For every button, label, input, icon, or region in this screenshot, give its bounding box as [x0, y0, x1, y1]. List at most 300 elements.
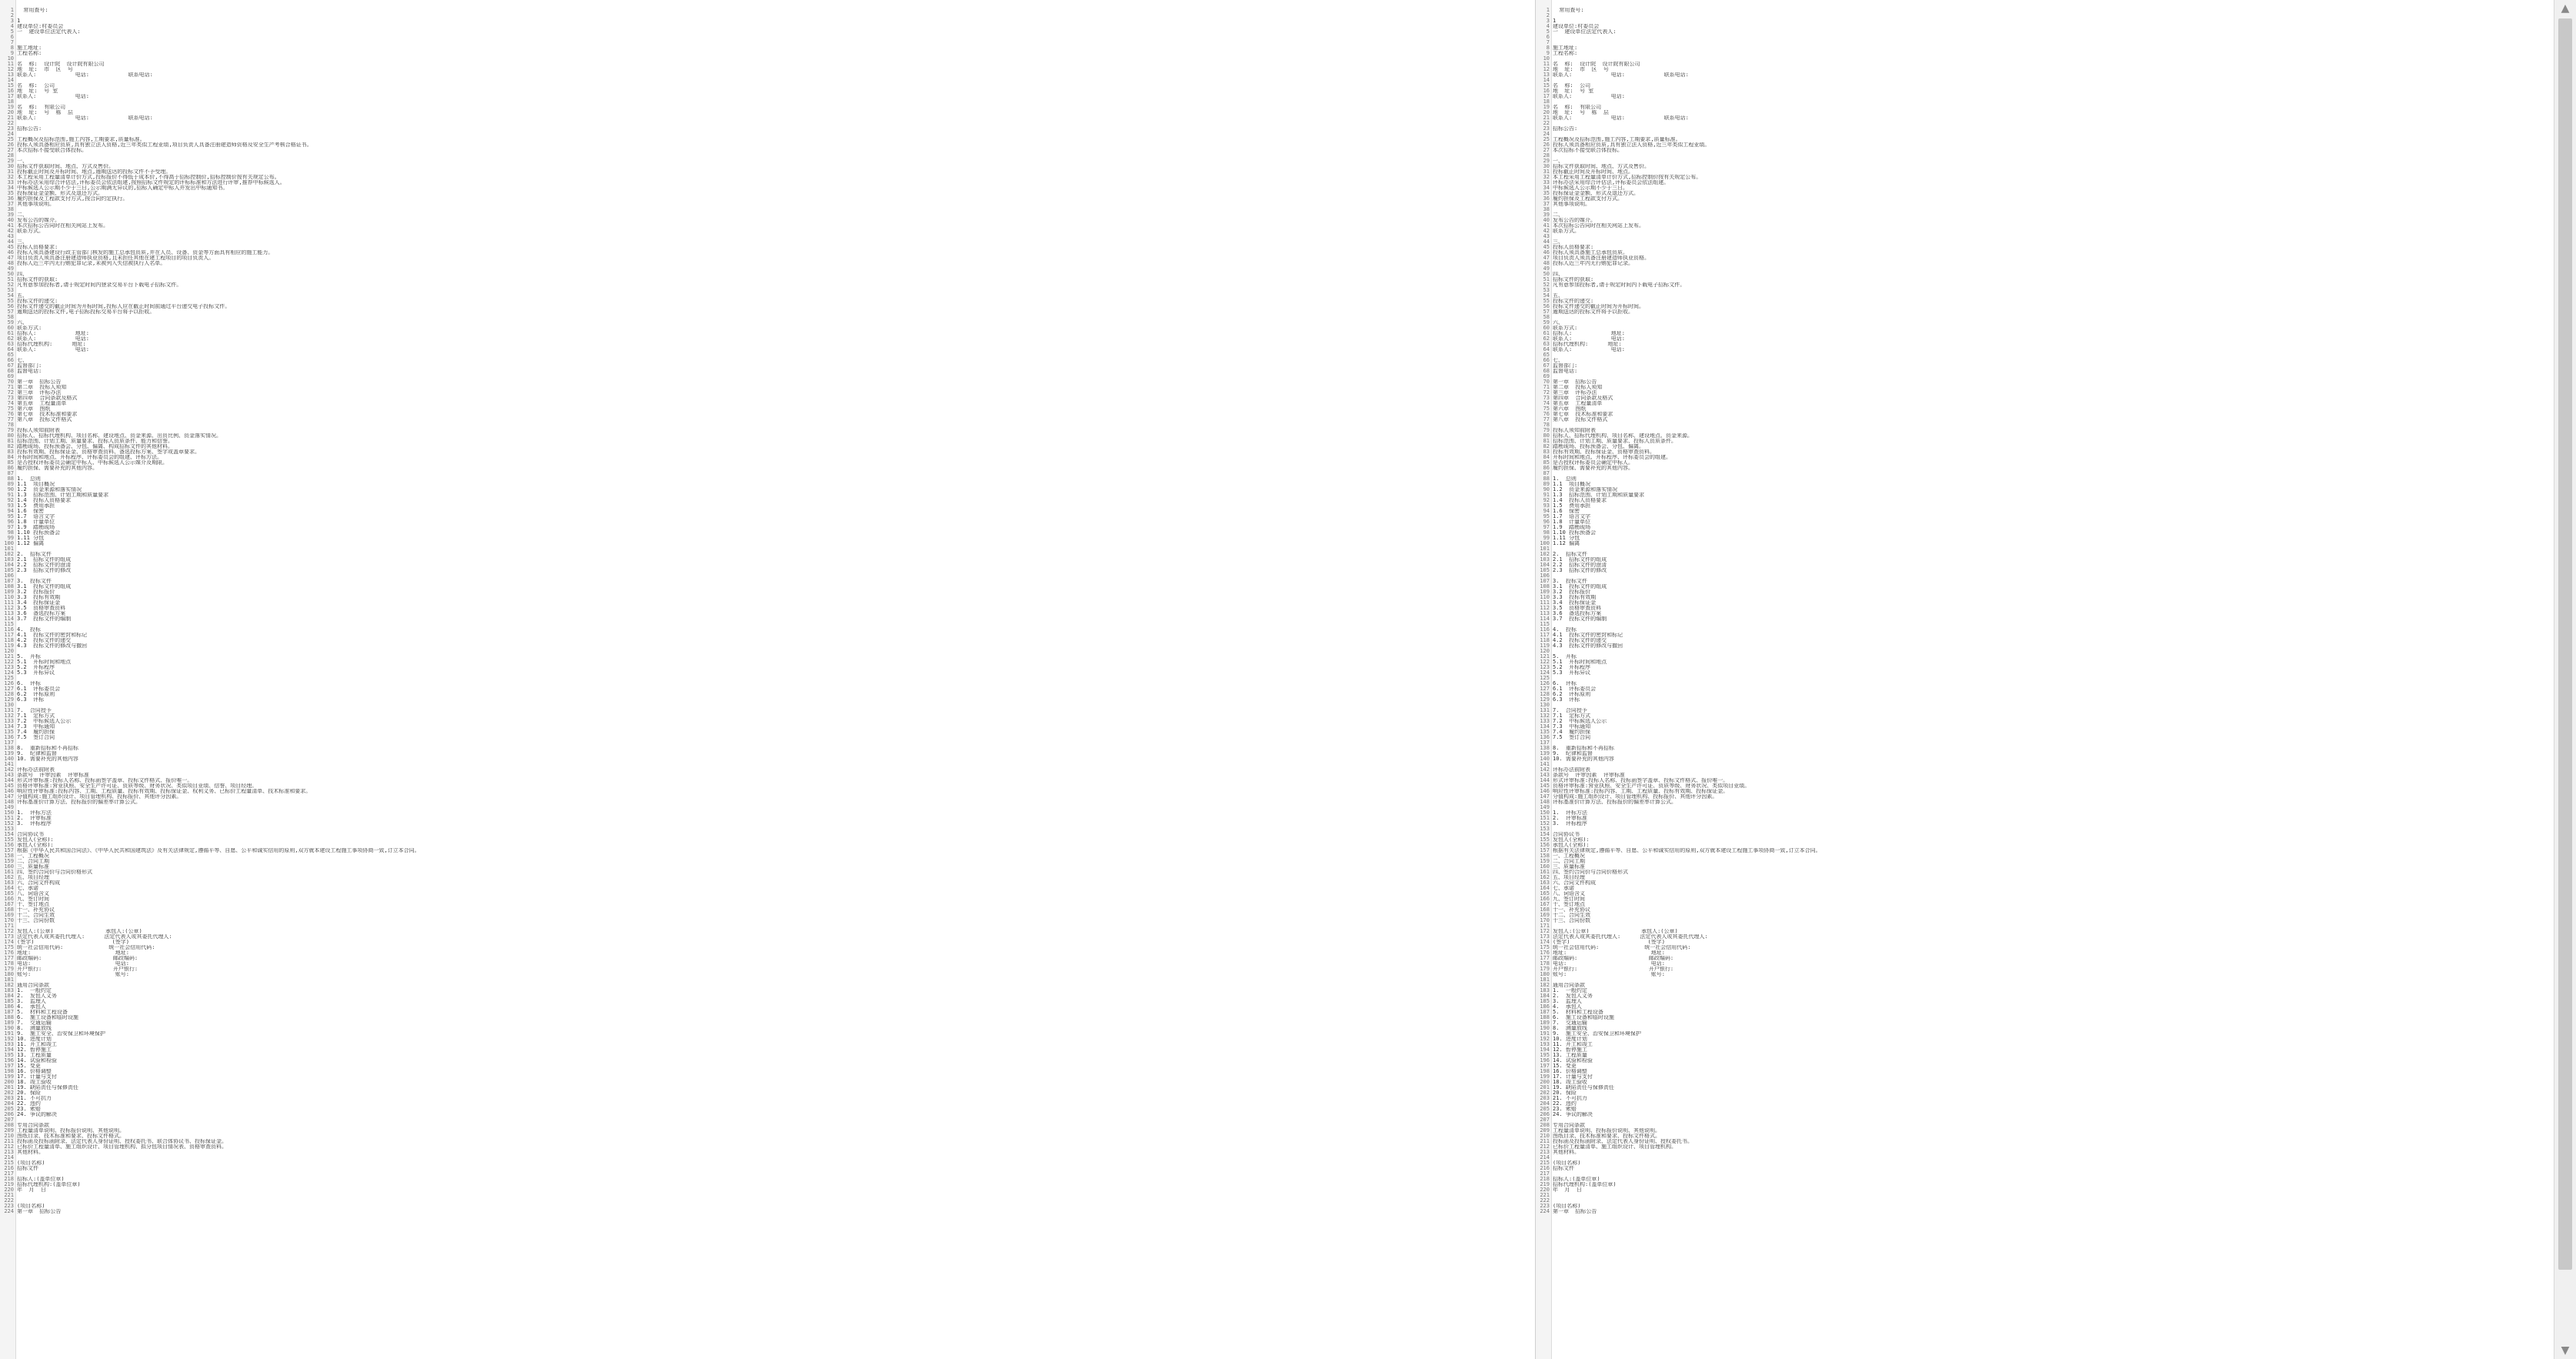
text-line[interactable] [0, 880, 1535, 886]
text-line[interactable] [0, 816, 1535, 821]
text-line[interactable] [1536, 1074, 2555, 1080]
text-line[interactable] [1536, 967, 2555, 972]
text-line[interactable] [1536, 1047, 2555, 1053]
text-line[interactable] [1536, 460, 2555, 466]
text-line[interactable] [1536, 272, 2555, 277]
text-line[interactable] [1536, 40, 2555, 45]
text-line[interactable] [0, 665, 1535, 670]
text-line[interactable] [0, 18, 1535, 24]
text-line[interactable] [1536, 1123, 2555, 1128]
text-line[interactable] [1536, 568, 2555, 573]
text-line[interactable] [0, 676, 1535, 681]
text-line[interactable] [1536, 482, 2555, 487]
text-line[interactable] [0, 708, 1535, 713]
text-line[interactable] [1536, 929, 2555, 934]
text-line[interactable] [0, 449, 1535, 455]
text-line[interactable] [1536, 794, 2555, 800]
text-line[interactable] [1536, 762, 2555, 767]
text-line[interactable] [0, 428, 1535, 433]
text-line[interactable] [1536, 444, 2555, 449]
text-line[interactable] [1536, 498, 2555, 503]
text-line[interactable] [0, 940, 1535, 945]
text-line[interactable] [0, 277, 1535, 282]
text-line[interactable] [1536, 347, 2555, 352]
text-line[interactable] [1536, 137, 2555, 142]
text-line[interactable] [0, 713, 1535, 719]
text-line[interactable] [1536, 665, 2555, 670]
text-line[interactable] [0, 1171, 1535, 1177]
text-line[interactable] [0, 1139, 1535, 1144]
text-line[interactable] [1536, 1139, 2555, 1144]
text-line[interactable] [1536, 159, 2555, 164]
text-line[interactable] [0, 1015, 1535, 1020]
text-line[interactable] [1536, 870, 2555, 875]
text-line[interactable] [0, 627, 1535, 633]
text-line[interactable] [1536, 616, 2555, 622]
text-line[interactable] [0, 137, 1535, 142]
text-line[interactable] [1536, 487, 2555, 493]
left-text-content[interactable] [0, 8, 1535, 1214]
text-line[interactable] [1536, 88, 2555, 94]
text-line[interactable] [0, 1182, 1535, 1187]
text-line[interactable] [0, 223, 1535, 229]
text-line[interactable] [1536, 654, 2555, 659]
text-line[interactable] [1536, 132, 2555, 137]
text-line[interactable] [0, 466, 1535, 471]
text-line[interactable] [0, 977, 1535, 983]
text-line[interactable] [1536, 810, 2555, 816]
text-line[interactable] [1536, 1026, 2555, 1031]
text-line[interactable] [1536, 449, 2555, 455]
text-line[interactable] [0, 212, 1535, 218]
text-line[interactable] [1536, 229, 2555, 234]
text-line[interactable] [1536, 1042, 2555, 1047]
text-line[interactable] [1536, 250, 2555, 255]
text-line[interactable] [1536, 1134, 2555, 1139]
text-line[interactable] [1536, 390, 2555, 396]
text-line[interactable] [0, 148, 1535, 153]
text-line[interactable] [1536, 1144, 2555, 1150]
text-line[interactable] [0, 950, 1535, 956]
text-line[interactable] [1536, 778, 2555, 783]
text-line[interactable] [1536, 999, 2555, 1004]
text-line[interactable] [0, 891, 1535, 897]
text-line[interactable] [1536, 622, 2555, 627]
text-line[interactable] [0, 692, 1535, 697]
text-line[interactable] [1536, 24, 2555, 29]
text-line[interactable] [0, 1063, 1535, 1069]
text-line[interactable] [0, 1004, 1535, 1010]
text-line[interactable] [0, 487, 1535, 493]
text-line[interactable] [0, 288, 1535, 293]
text-line[interactable] [0, 1042, 1535, 1047]
text-line[interactable] [0, 724, 1535, 730]
text-line[interactable] [1536, 945, 2555, 950]
text-line[interactable] [1536, 918, 2555, 923]
text-line[interactable] [0, 99, 1535, 105]
text-line[interactable] [1536, 503, 2555, 509]
text-line[interactable] [1536, 1080, 2555, 1085]
text-line[interactable] [1536, 207, 2555, 212]
text-line[interactable] [0, 444, 1535, 449]
text-line[interactable] [0, 832, 1535, 837]
text-line[interactable] [1536, 536, 2555, 541]
text-line[interactable] [0, 589, 1535, 595]
text-line[interactable] [0, 606, 1535, 611]
text-line[interactable] [1536, 1058, 2555, 1063]
text-line[interactable] [0, 794, 1535, 800]
text-line[interactable] [0, 697, 1535, 703]
text-line[interactable] [1536, 519, 2555, 525]
text-line[interactable] [0, 401, 1535, 406]
text-line[interactable] [1536, 433, 2555, 439]
text-line[interactable] [1536, 1004, 2555, 1010]
text-line[interactable] [1536, 202, 2555, 207]
text-line[interactable] [0, 800, 1535, 805]
text-line[interactable] [1536, 261, 2555, 266]
text-line[interactable] [1536, 153, 2555, 159]
text-line[interactable] [1536, 1020, 2555, 1026]
text-line[interactable] [0, 1085, 1535, 1090]
text-line[interactable] [0, 654, 1535, 659]
text-line[interactable] [1536, 843, 2555, 848]
text-line[interactable] [0, 805, 1535, 810]
text-line[interactable] [0, 886, 1535, 891]
text-line[interactable] [1536, 1037, 2555, 1042]
text-line[interactable] [1536, 196, 2555, 202]
text-line[interactable] [1536, 320, 2555, 326]
text-line[interactable] [1536, 509, 2555, 514]
text-line[interactable] [1536, 1031, 2555, 1037]
text-line[interactable] [1536, 218, 2555, 223]
text-line[interactable] [0, 126, 1535, 132]
text-line[interactable] [0, 573, 1535, 579]
text-line[interactable] [0, 56, 1535, 62]
text-line[interactable] [0, 390, 1535, 396]
text-line[interactable] [1536, 541, 2555, 546]
text-line[interactable] [0, 299, 1535, 304]
text-line[interactable] [1536, 826, 2555, 832]
text-line[interactable] [1536, 1193, 2555, 1198]
text-line[interactable] [1536, 288, 2555, 293]
text-line[interactable] [1536, 832, 2555, 837]
text-line[interactable] [1536, 169, 2555, 175]
text-line[interactable] [0, 239, 1535, 245]
text-line[interactable] [1536, 1085, 2555, 1090]
text-line[interactable] [0, 40, 1535, 45]
text-line[interactable] [1536, 428, 2555, 433]
text-line[interactable] [0, 999, 1535, 1004]
text-line[interactable] [1536, 923, 2555, 929]
text-line[interactable] [0, 293, 1535, 299]
text-line[interactable] [0, 159, 1535, 164]
text-line[interactable] [1536, 853, 2555, 859]
text-line[interactable] [1536, 659, 2555, 665]
text-line[interactable] [0, 746, 1535, 751]
text-line[interactable] [1536, 1117, 2555, 1123]
text-line[interactable] [1536, 800, 2555, 805]
text-line[interactable] [1536, 606, 2555, 611]
text-line[interactable] [0, 983, 1535, 988]
text-line[interactable] [0, 1209, 1535, 1214]
text-line[interactable] [0, 460, 1535, 466]
text-line[interactable] [0, 859, 1535, 864]
text-line[interactable] [0, 778, 1535, 783]
right-document-pane[interactable] [1535, 0, 2555, 1359]
text-line[interactable] [0, 207, 1535, 212]
text-line[interactable] [0, 902, 1535, 907]
text-line[interactable] [1536, 589, 2555, 595]
text-line[interactable] [1536, 789, 2555, 794]
text-line[interactable] [0, 110, 1535, 115]
text-line[interactable] [1536, 821, 2555, 826]
text-line[interactable] [1536, 525, 2555, 530]
text-line[interactable] [0, 1112, 1535, 1117]
text-line[interactable] [1536, 902, 2555, 907]
text-line[interactable] [0, 519, 1535, 525]
text-line[interactable] [0, 336, 1535, 342]
text-line[interactable] [0, 67, 1535, 72]
text-line[interactable] [0, 864, 1535, 870]
text-line[interactable] [0, 633, 1535, 638]
text-line[interactable] [0, 476, 1535, 482]
text-line[interactable] [1536, 816, 2555, 821]
text-line[interactable] [0, 552, 1535, 557]
text-line[interactable] [1536, 78, 2555, 83]
text-line[interactable] [0, 670, 1535, 676]
text-line[interactable] [1536, 342, 2555, 347]
text-line[interactable] [1536, 94, 2555, 99]
text-line[interactable] [1536, 1069, 2555, 1074]
text-line[interactable] [1536, 245, 2555, 250]
text-line[interactable] [0, 826, 1535, 832]
text-line[interactable] [0, 1058, 1535, 1063]
text-line[interactable] [0, 45, 1535, 51]
text-line[interactable] [1536, 934, 2555, 940]
text-line[interactable] [1536, 1198, 2555, 1204]
text-line[interactable] [0, 121, 1535, 126]
text-line[interactable] [1536, 121, 2555, 126]
text-line[interactable] [1536, 363, 2555, 369]
text-line[interactable] [1536, 848, 2555, 853]
text-line[interactable] [1536, 703, 2555, 708]
text-line[interactable] [0, 1053, 1535, 1058]
text-line[interactable] [0, 1074, 1535, 1080]
text-line[interactable] [1536, 972, 2555, 977]
text-line[interactable] [1536, 600, 2555, 606]
text-line[interactable] [1536, 83, 2555, 88]
text-line[interactable] [0, 1037, 1535, 1042]
text-line[interactable] [0, 282, 1535, 288]
text-line[interactable] [1536, 837, 2555, 843]
text-line[interactable] [0, 88, 1535, 94]
text-line[interactable] [1536, 627, 2555, 633]
text-line[interactable] [0, 1026, 1535, 1031]
text-line[interactable] [0, 579, 1535, 584]
text-line[interactable] [1536, 891, 2555, 897]
text-line[interactable] [1536, 67, 2555, 72]
text-line[interactable] [1536, 740, 2555, 746]
text-line[interactable] [0, 396, 1535, 401]
text-line[interactable] [0, 514, 1535, 519]
text-line[interactable] [0, 315, 1535, 320]
text-line[interactable] [1536, 708, 2555, 713]
text-line[interactable] [0, 1020, 1535, 1026]
text-line[interactable] [0, 918, 1535, 923]
text-line[interactable] [1536, 379, 2555, 385]
text-line[interactable] [0, 972, 1535, 977]
text-line[interactable] [1536, 552, 2555, 557]
text-line[interactable] [0, 342, 1535, 347]
text-line[interactable] [0, 1155, 1535, 1160]
text-line[interactable] [0, 810, 1535, 816]
text-line[interactable] [1536, 8, 2555, 13]
text-line[interactable] [1536, 234, 2555, 239]
text-line[interactable] [0, 191, 1535, 196]
text-line[interactable] [1536, 977, 2555, 983]
text-line[interactable] [1536, 880, 2555, 886]
right-text-content[interactable] [1536, 8, 2555, 1214]
text-line[interactable] [1536, 1187, 2555, 1193]
text-line[interactable] [0, 229, 1535, 234]
text-line[interactable] [0, 164, 1535, 169]
text-line[interactable] [1536, 35, 2555, 40]
text-line[interactable] [1536, 352, 2555, 358]
text-line[interactable] [1536, 336, 2555, 342]
text-line[interactable] [1536, 126, 2555, 132]
text-line[interactable] [0, 643, 1535, 649]
text-line[interactable] [0, 1090, 1535, 1096]
text-line[interactable] [0, 379, 1535, 385]
text-line[interactable] [0, 105, 1535, 110]
text-line[interactable] [0, 153, 1535, 159]
text-line[interactable] [0, 600, 1535, 606]
text-line[interactable] [0, 385, 1535, 390]
text-line[interactable] [0, 142, 1535, 148]
text-line[interactable] [1536, 29, 2555, 35]
text-line[interactable] [1536, 1155, 2555, 1160]
text-line[interactable] [0, 611, 1535, 616]
text-line[interactable] [0, 509, 1535, 514]
text-line[interactable] [0, 272, 1535, 277]
text-line[interactable] [0, 412, 1535, 417]
text-line[interactable] [1536, 751, 2555, 756]
text-line[interactable] [0, 35, 1535, 40]
text-line[interactable] [0, 250, 1535, 255]
text-line[interactable] [0, 988, 1535, 993]
text-line[interactable] [0, 1010, 1535, 1015]
text-line[interactable] [0, 1177, 1535, 1182]
text-line[interactable] [1536, 633, 2555, 638]
text-line[interactable] [1536, 1177, 2555, 1182]
text-line[interactable] [0, 993, 1535, 999]
text-line[interactable] [1536, 730, 2555, 735]
text-line[interactable] [1536, 1166, 2555, 1171]
text-line[interactable] [1536, 56, 2555, 62]
text-line[interactable] [0, 326, 1535, 331]
text-line[interactable] [0, 1198, 1535, 1204]
text-line[interactable] [1536, 412, 2555, 417]
text-line[interactable] [0, 848, 1535, 853]
text-line[interactable] [1536, 99, 2555, 105]
text-line[interactable] [1536, 638, 2555, 643]
text-line[interactable] [1536, 180, 2555, 185]
text-line[interactable] [0, 525, 1535, 530]
text-line[interactable] [1536, 401, 2555, 406]
text-line[interactable] [1536, 611, 2555, 616]
text-line[interactable] [0, 1069, 1535, 1074]
text-line[interactable] [1536, 546, 2555, 552]
text-line[interactable] [1536, 1010, 2555, 1015]
text-line[interactable] [0, 740, 1535, 746]
text-line[interactable] [0, 913, 1535, 918]
text-line[interactable] [1536, 514, 2555, 519]
text-line[interactable] [0, 358, 1535, 363]
text-line[interactable] [0, 1187, 1535, 1193]
text-line[interactable] [1536, 185, 2555, 191]
text-line[interactable] [1536, 315, 2555, 320]
text-line[interactable] [0, 923, 1535, 929]
text-line[interactable] [1536, 293, 2555, 299]
text-line[interactable] [1536, 573, 2555, 579]
text-line[interactable] [1536, 859, 2555, 864]
text-line[interactable] [0, 374, 1535, 379]
text-line[interactable] [1536, 191, 2555, 196]
text-line[interactable] [1536, 1204, 2555, 1209]
text-line[interactable] [0, 907, 1535, 913]
text-line[interactable] [1536, 455, 2555, 460]
text-line[interactable] [1536, 756, 2555, 762]
text-line[interactable] [1536, 1112, 2555, 1117]
text-line[interactable] [1536, 62, 2555, 67]
text-line[interactable] [0, 595, 1535, 600]
text-line[interactable] [1536, 18, 2555, 24]
text-line[interactable] [0, 78, 1535, 83]
text-line[interactable] [1536, 1015, 2555, 1020]
text-line[interactable] [0, 967, 1535, 972]
text-line[interactable] [0, 1117, 1535, 1123]
text-line[interactable] [0, 1080, 1535, 1085]
text-line[interactable] [0, 1107, 1535, 1112]
text-line[interactable] [1536, 746, 2555, 751]
text-line[interactable] [1536, 864, 2555, 870]
text-line[interactable] [1536, 309, 2555, 315]
text-line[interactable] [0, 1204, 1535, 1209]
text-line[interactable] [1536, 13, 2555, 18]
text-line[interactable] [0, 72, 1535, 78]
text-line[interactable] [1536, 266, 2555, 272]
text-line[interactable] [0, 115, 1535, 121]
text-line[interactable] [0, 821, 1535, 826]
text-line[interactable] [0, 961, 1535, 967]
text-line[interactable] [1536, 875, 2555, 880]
text-line[interactable] [1536, 783, 2555, 789]
text-line[interactable] [0, 1096, 1535, 1101]
text-line[interactable] [1536, 385, 2555, 390]
text-line[interactable] [1536, 1101, 2555, 1107]
text-line[interactable] [0, 568, 1535, 573]
text-line[interactable] [0, 773, 1535, 778]
text-line[interactable] [0, 1123, 1535, 1128]
text-line[interactable] [0, 546, 1535, 552]
text-line[interactable] [1536, 277, 2555, 282]
text-line[interactable] [0, 1134, 1535, 1139]
text-line[interactable] [1536, 1096, 2555, 1101]
text-line[interactable] [1536, 940, 2555, 945]
text-line[interactable] [0, 1166, 1535, 1171]
text-line[interactable] [0, 1160, 1535, 1166]
text-line[interactable] [1536, 406, 2555, 412]
